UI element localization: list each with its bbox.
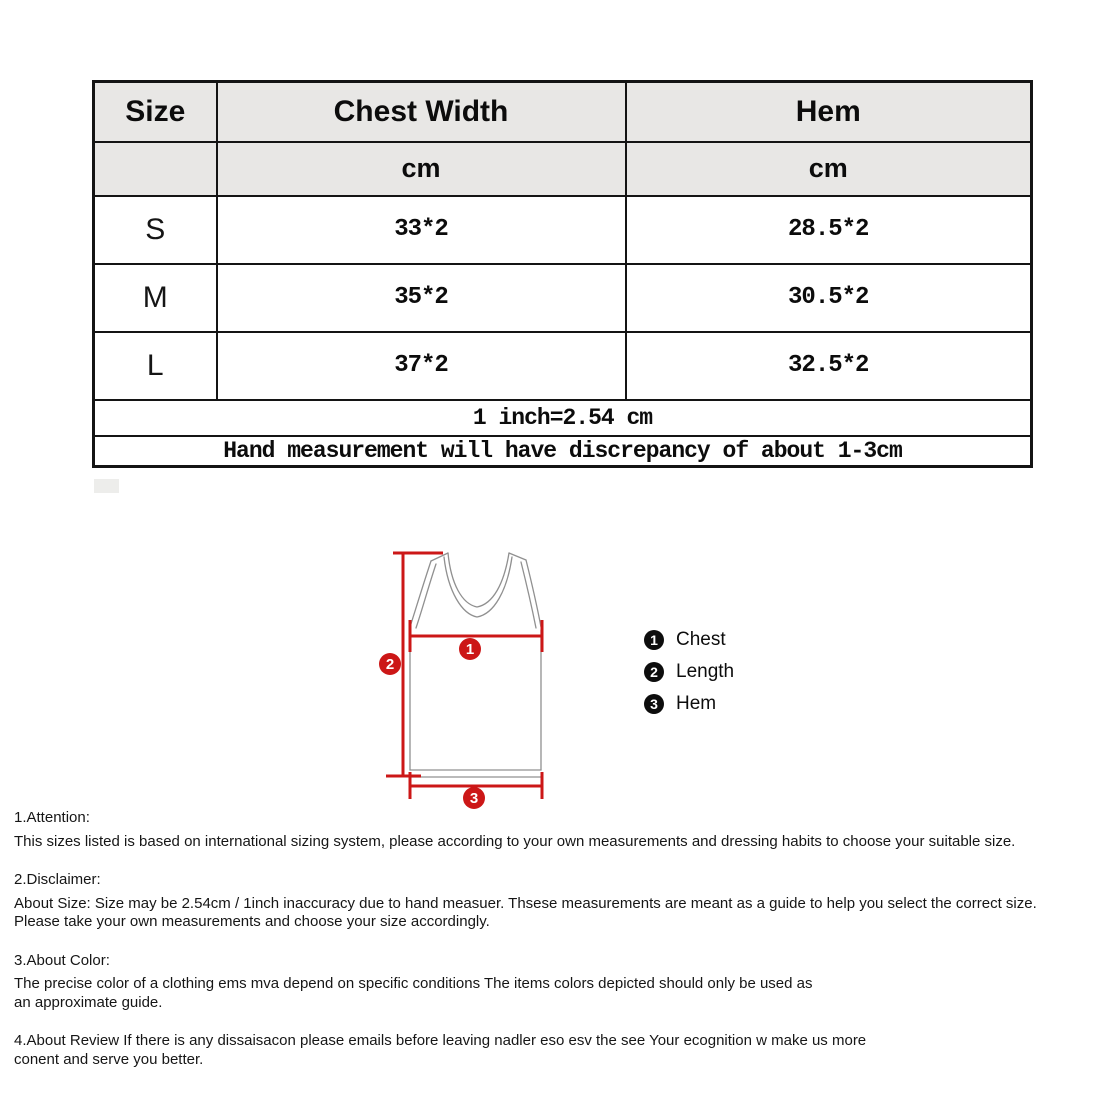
table-row-s: [94, 196, 1032, 264]
size-label: L: [94, 332, 217, 400]
note-line: 4.About Review If there is any dissaisacon please emails before leaving nadler eso esv the see Your ecognition w make us more: [14, 1032, 867, 1049]
table-unit-row: [94, 142, 1032, 196]
hem-value: 32.5*2: [626, 332, 1032, 400]
hem-marker-number: 3: [469, 790, 479, 807]
circled-number-1-icon: 1: [644, 630, 664, 650]
chest-width-value: 35*2: [217, 264, 626, 332]
note-line: conent and serve you better.: [14, 1050, 204, 1068]
note-attention: [14, 809, 1096, 851]
legend-item-hem: [644, 693, 734, 715]
chest-width-value: 33*2: [217, 196, 626, 264]
note-line: Please take your own measurements and choose your size accordingly.: [14, 913, 490, 930]
length-marker-number: 2: [385, 656, 395, 673]
note-disclaimer: [14, 871, 1096, 932]
unit-cell-hem: cm: [626, 142, 1032, 196]
hem-value: 30.5*2: [626, 264, 1032, 332]
legend-label-hem: Hem: [676, 693, 717, 714]
measurement-note-row: [94, 436, 1032, 467]
chest-marker-number: 1: [465, 641, 475, 658]
hand-measurement-note: Hand measurement will have discrepancy of about 1-3cm: [94, 436, 1032, 467]
circled-number-2-icon: 2: [644, 662, 664, 682]
table-row-l: [94, 332, 1032, 400]
chest-width-value: 37*2: [217, 332, 626, 400]
size-label: S: [94, 196, 217, 264]
garment-measurement-diagram: [370, 540, 660, 825]
tank-top-outline: [410, 553, 541, 777]
size-chart-table: [92, 80, 1033, 468]
unit-cell-size: [94, 142, 217, 196]
legend-label-length: Length: [676, 661, 735, 682]
hem-value: 28.5*2: [626, 196, 1032, 264]
note-heading: 1.Attention:: [14, 809, 90, 826]
note-about-review: [14, 1032, 1096, 1069]
legend-item-length: [644, 661, 734, 683]
size-label: M: [94, 264, 217, 332]
note-heading: 2.Disclaimer:: [14, 871, 101, 888]
legend-label-chest: Chest: [676, 629, 726, 650]
column-header-hem: Hem: [626, 82, 1032, 142]
column-header-size: Size: [94, 82, 217, 142]
conversion-note-row: [94, 400, 1032, 436]
table-row-m: [94, 264, 1032, 332]
marker-badges: [379, 638, 485, 809]
inch-conversion-note: 1 inch=2.54 cm: [94, 400, 1032, 436]
note-heading: 3.About Color:: [14, 951, 110, 969]
image-artifact: [94, 479, 119, 493]
circled-number-3-icon: 3: [644, 694, 664, 714]
column-header-chest-width: Chest Width: [217, 82, 626, 142]
note-line: an approximate guide.: [14, 993, 163, 1011]
note-line: About Size: Size may be 2.54cm / 1inch inaccuracy due to hand measuer. Thsese measurements are meant as a guide to help you select the correct size.: [14, 894, 1037, 912]
note-about-color: [14, 952, 1096, 1013]
product-notes: [14, 809, 1096, 1089]
legend-item-chest: [644, 629, 734, 651]
unit-cell-chest: cm: [217, 142, 626, 196]
note-line: This sizes listed is based on international sizing system, please according to your own measurements and dressing habits to choose your suitable size.: [14, 832, 1016, 850]
table-header-row: [94, 82, 1032, 142]
measurement-legend: [644, 629, 734, 725]
note-line: The precise color of a clothing ems mva depend on specific conditions The items colors depicted should only be used as: [14, 975, 813, 992]
